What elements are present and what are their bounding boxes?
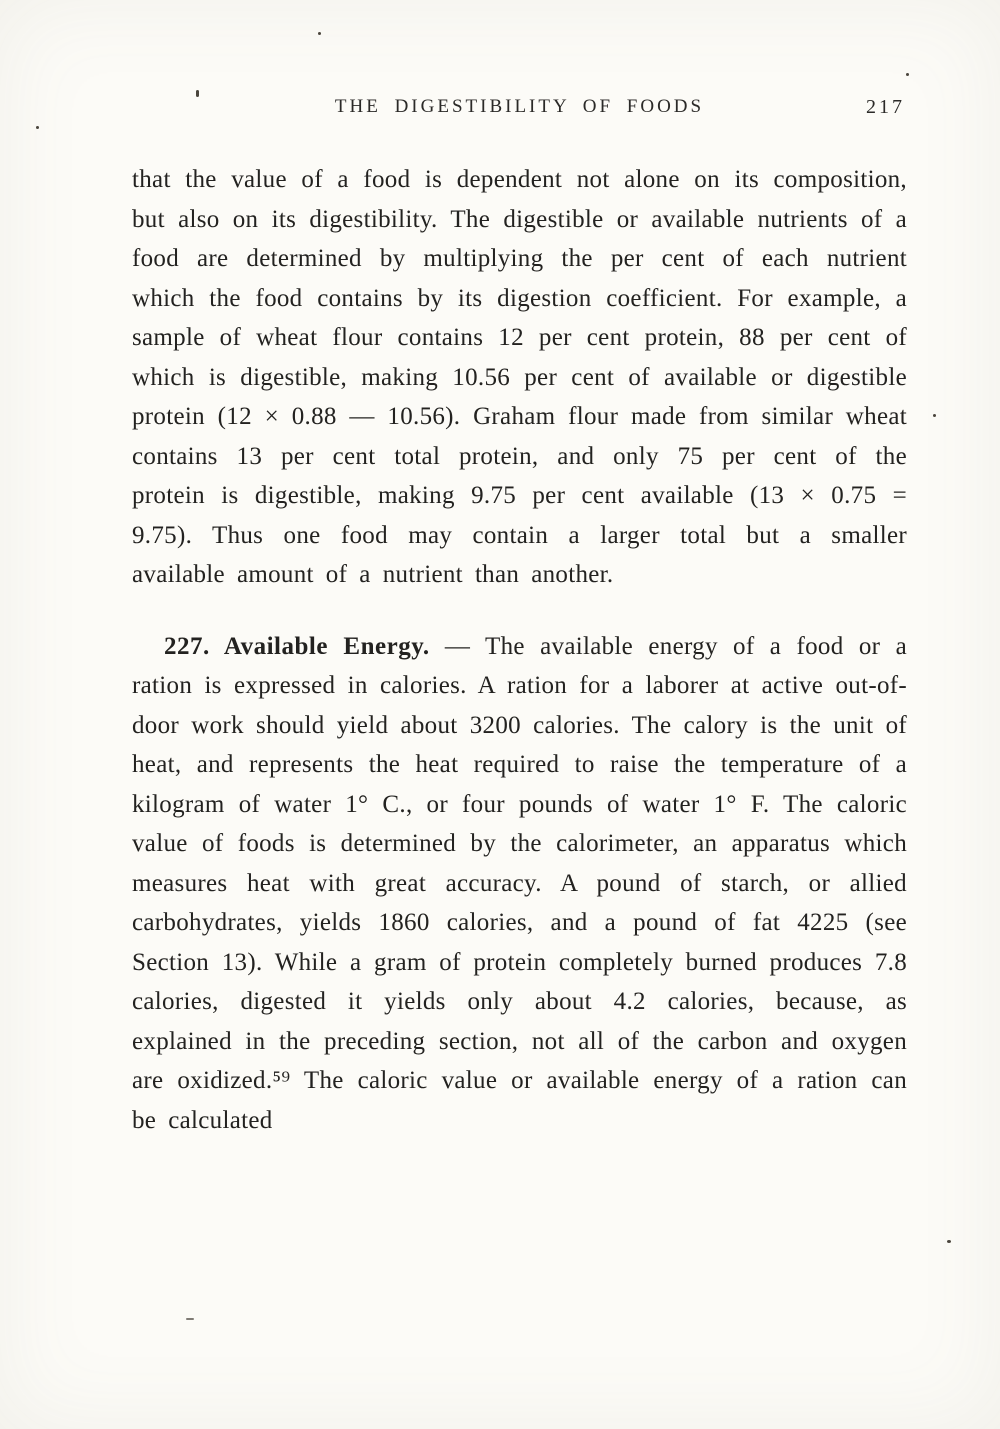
running-header (132, 96, 907, 130)
running-title: THE DIGESTIBILITY OF FOODS (334, 96, 705, 117)
scan-speck (906, 73, 909, 76)
scan-speck (318, 32, 321, 35)
text-block (132, 96, 907, 1140)
section-heading: 227. Available Energy. (164, 632, 430, 660)
paragraph-digestibility (132, 160, 907, 595)
scan-speck (933, 414, 936, 417)
paragraph-available-energy (132, 627, 907, 1141)
scan-speck (947, 1240, 951, 1243)
scan-speck (36, 126, 39, 129)
page-number: 217 (866, 96, 905, 118)
scan-speck (186, 1318, 194, 1320)
paragraph-available-energy-text: — The available energy of a food or a ration is expressed in calories. A ration for a laborer at active out-of-door work should yield about 3200 calories. The calory is the unit of heat, and represents the heat required to raise the temperature of a kilogram of water 1° C., or four pounds of water 1° F. The caloric value of foods is determined by the calorimeter, an apparatus which measures heat with great accuracy. A pound of starch, or allied carbohydrates, yields 1860 calories, and a pound of fat 4225 (see Section 13). While a gram of protein completely burned produces 7.8 calories, digested it yields only about 4.2 calories, because, as explained in the preceding section, not all of the carbon and oxygen are oxidized.⁵⁹ The caloric value or available energy of a ration can be calculated (132, 632, 907, 1134)
paragraph-digestibility-text: that the value of a food is dependent not alone on its composition, but also on its digestibility. The digestible or available nutrients of a food are determined by multiplying the per cent of each nutrient which the food contains by its digestion coefficient. For example, a sample of wheat flour contains 12 per cent protein, 88 per cent of which is digestible, making 10.56 per cent of available or digestible protein (12 × 0.88 — 10.56). Graham flour made from similar wheat contains 13 per cent total protein, and only 75 per cent of the protein is digestible, making 9.75 per cent available (13 × 0.75 = 9.75). Thus one food may contain a larger total but a smaller available amount of a nutrient than another. (132, 166, 907, 588)
